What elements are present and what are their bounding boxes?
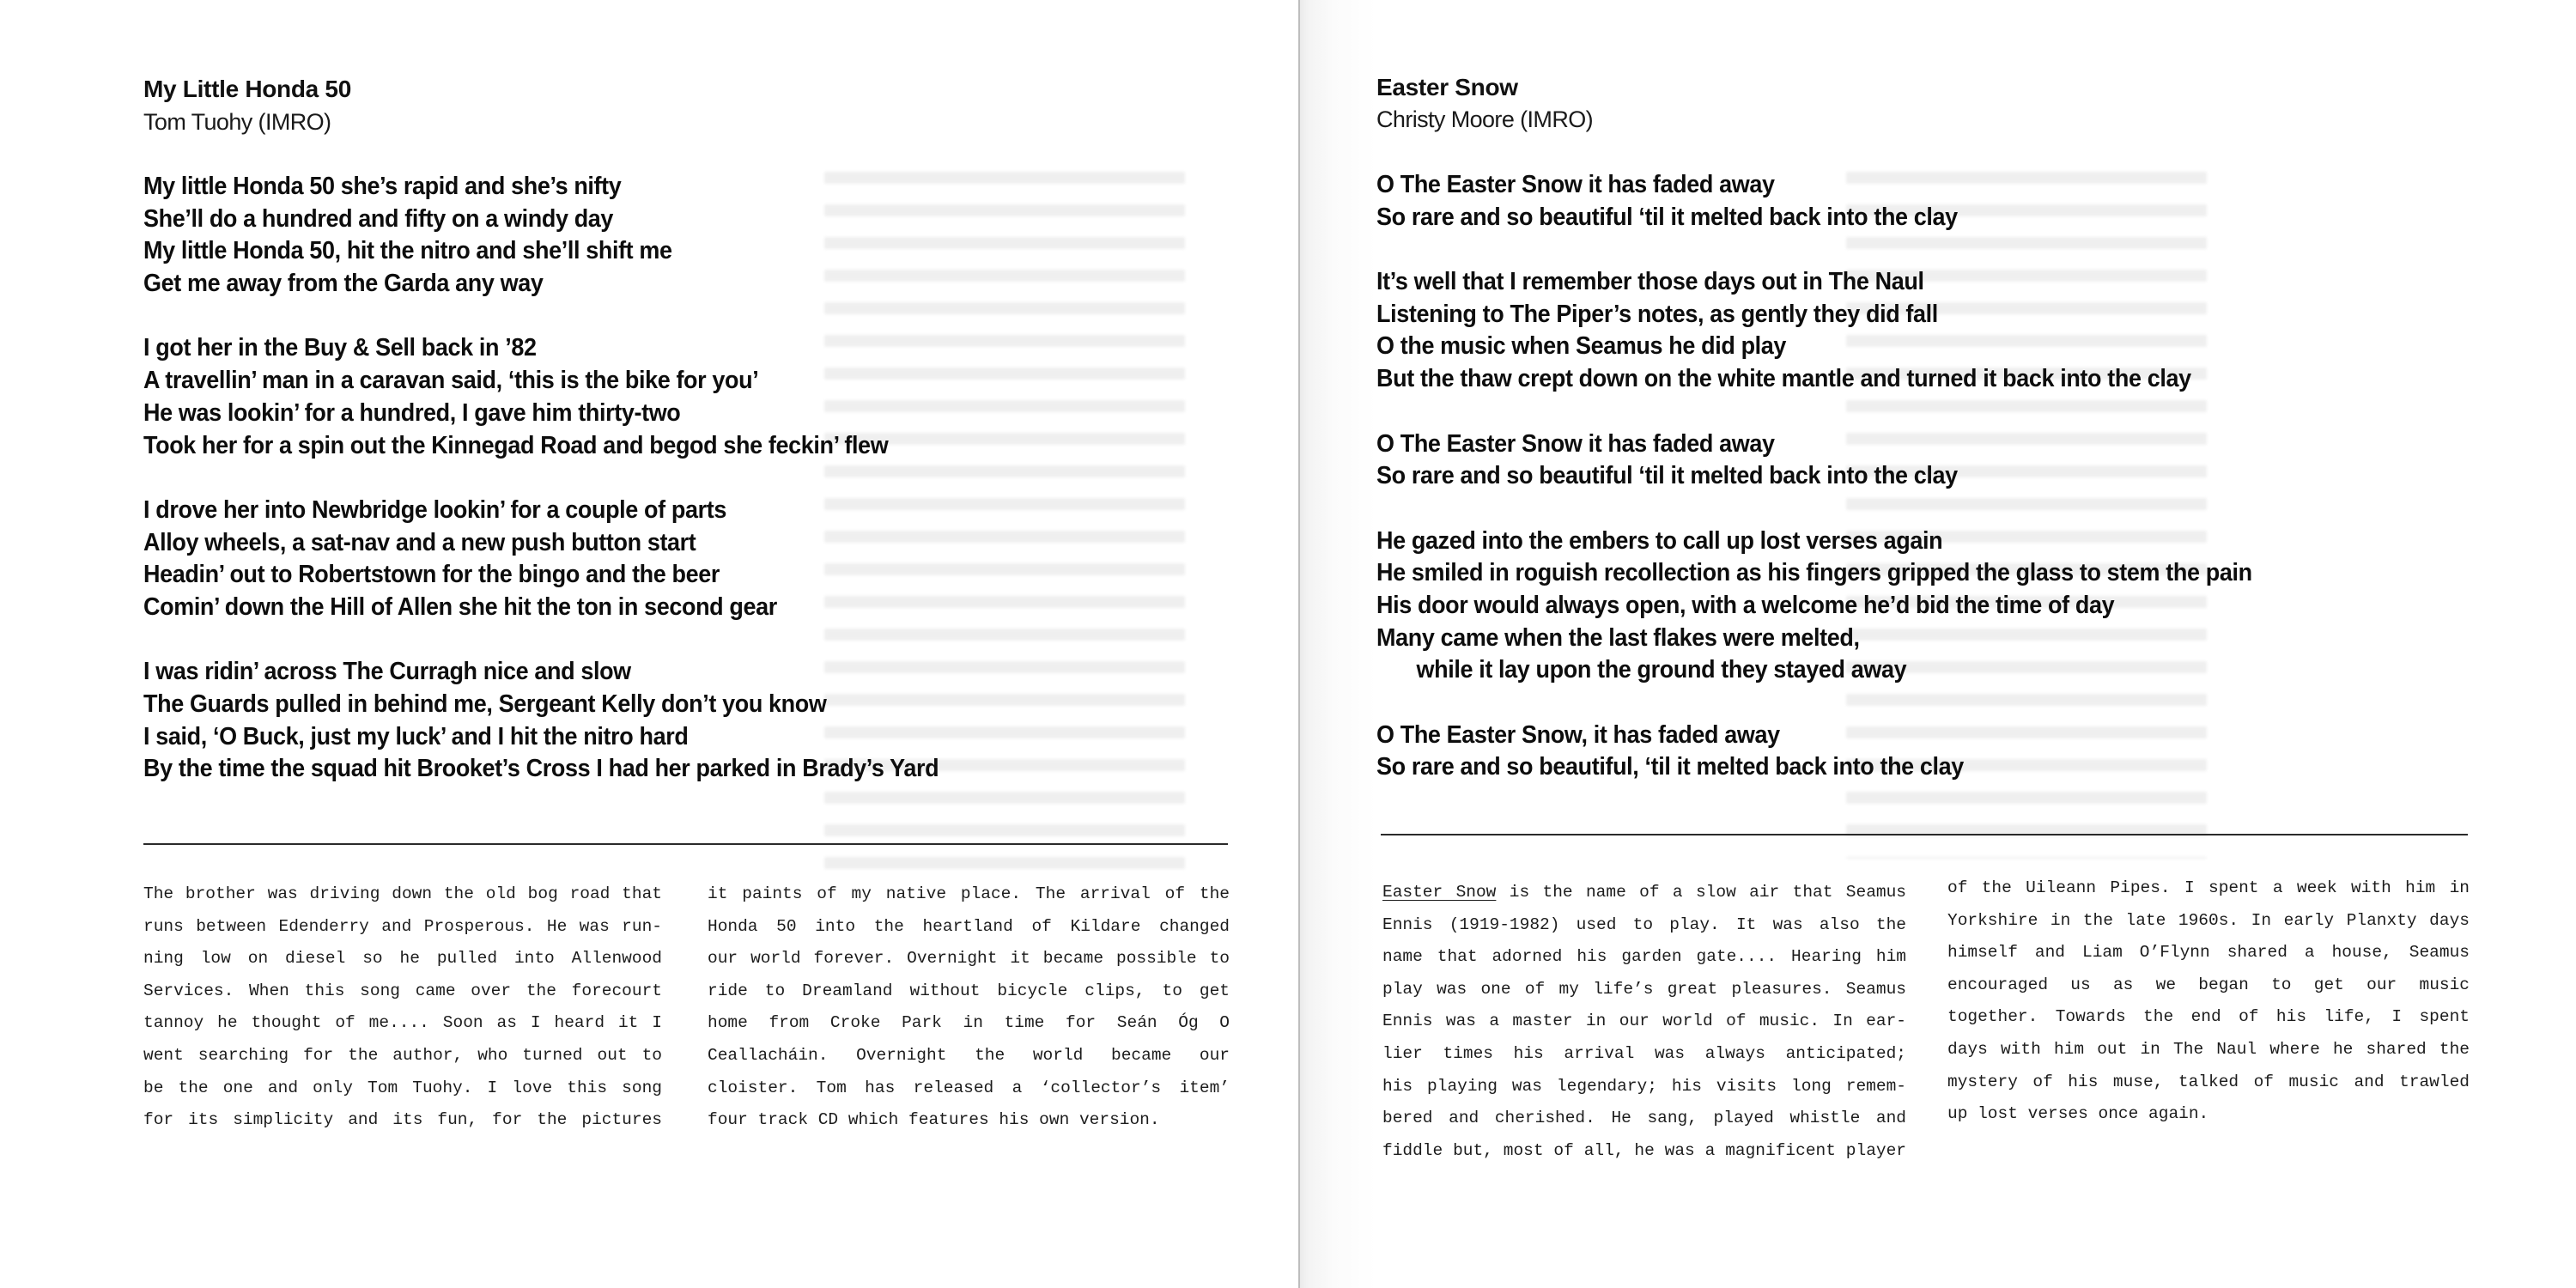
stanza (143, 332, 939, 462)
note-line: bered and cherished. He sang, played whistle and (1382, 1109, 1906, 1128)
note-line: encouraged us as we began to get our music (1947, 975, 2470, 994)
note-line: be the one and only Tom Tuohy. I love this song (143, 1078, 662, 1097)
lyric-line: Get me away from the Garda any way (143, 270, 544, 298)
song-title: Easter Snow (1376, 74, 1518, 100)
lyric-line: It’s well that I remember those days out in The Naul (1376, 268, 1924, 296)
lyric-line: My little Honda 50 she’s rapid and she’s nifty (143, 173, 622, 200)
section-divider (143, 843, 1228, 845)
lyric-line: Listening to The Piper’s notes, as gently they did fall (1376, 300, 1938, 328)
lyrics-right (1376, 169, 2252, 817)
note-line: mystery of his muse, talked of music and trawled (1947, 1072, 2470, 1091)
lyric-line: His door would always open, with a welcome he’d bid the time of day (1376, 591, 2115, 619)
note-line: Ennis (1919-1982) used to play. It was also the (1382, 914, 1906, 934)
liner-notes-right-col1 (1382, 877, 1906, 1167)
note-line: The brother was driving down the old bog road that (143, 884, 662, 903)
lyric-line: So rare and so beautiful ‘til it melted back into the clay (1376, 203, 1958, 231)
note-line: it paints of my native place. The arrival of the (708, 884, 1230, 903)
lyric-line: A travellin’ man in a caravan said, ‘this is the bike for you’ (143, 367, 759, 395)
note-line: Ennis was a master in our world of music. In ear- (1382, 1012, 1906, 1031)
song-title: My Little Honda 50 (143, 76, 351, 102)
note-line: home from Croke Park in time for Seán Óg O (708, 1013, 1230, 1033)
note-line: runs between Edenderry and Prosperous. He was run- (143, 916, 662, 936)
lyric-line: I got her in the Buy & Sell back in ’82 (143, 334, 537, 362)
note-line: went searching for the author, who turned out to (143, 1045, 662, 1065)
lyric-line: Alloy wheels, a sat-nav and a new push button start (143, 528, 696, 556)
lyric-line: So rare and so beautiful ‘til it melted back into the clay (1376, 462, 1958, 490)
liner-notes-left-col1 (143, 878, 662, 1137)
lyric-line: I was ridin’ across The Curragh nice and slow (143, 658, 631, 686)
lyric-line: Many came when the last flakes were melted, (1376, 623, 1860, 652)
song-credit: Christy Moore (IMRO) (1376, 106, 1594, 132)
note-line: days with him out in The Naul where he shared the (1947, 1039, 2470, 1059)
note-line: Yorkshire in the late 1960s. In early Planxty days (1947, 910, 2470, 930)
note-line: four track CD which features his own version. (708, 1110, 1160, 1130)
note-line: for its simplicity and its fun, for the pictures (143, 1110, 662, 1130)
song-credit: Tom Tuohy (IMRO) (143, 109, 331, 135)
note-line: Services. When this song came over the forecourt (143, 981, 662, 1000)
page-fold (1298, 0, 1300, 1288)
lyric-line: The Guards pulled in behind me, Sergeant Kelly don’t you know (143, 690, 827, 718)
lyrics-left (143, 171, 939, 818)
lyric-line: But the thaw crept down on the white mantle and turned it back into the clay (1376, 365, 2191, 393)
lyric-line: O The Easter Snow it has faded away (1376, 429, 1775, 458)
note-line: of the Uileann Pipes. I spent a week with him in (1947, 878, 2470, 897)
stanza (1376, 526, 2252, 687)
stanza (143, 495, 939, 624)
stanza (143, 171, 939, 301)
stanza (1376, 266, 2252, 396)
lyric-line: Took her for a spin out the Kinnegad Road and begod she feckin’ flew (143, 431, 889, 459)
note-line: ning low on diesel so he pulled into Allenwood (143, 949, 662, 969)
lyric-line: Headin’ out to Robertstown for the bingo and the beer (143, 561, 720, 589)
lyric-line: So rare and so beautiful, ‘til it melted back into the clay (1376, 753, 1964, 781)
note-line: up lost verses once again. (1947, 1104, 2209, 1124)
note-line: fiddle but, most of all, he was a magnificent player (1382, 1140, 1906, 1160)
note-line: together. Towards the end of his life, I spent (1947, 1007, 2470, 1027)
lyric-line: O The Easter Snow it has faded away (1376, 171, 1775, 198)
lyric-line: She’ll do a hundred and fifty on a windy day (143, 204, 614, 233)
note-line: play was one of my life’s great pleasures. Seamus (1382, 979, 1906, 999)
stanza (1376, 720, 2252, 784)
lyric-line: O The Easter Snow, it has faded away (1376, 720, 1780, 749)
stanza (143, 656, 939, 786)
liner-notes-right-col2 (1947, 872, 2470, 1131)
lyric-line: while it lay upon the ground they stayed away (1416, 656, 1907, 684)
stanza (1376, 169, 2252, 234)
note-line: name that adorned his garden gate.... Hearing him (1382, 947, 1906, 967)
song-name-reference: Easter Snow (1382, 883, 1497, 902)
note-line: lier times his arrival was always anticipated; (1382, 1043, 1906, 1063)
lyric-line: He smiled in roguish recollection as his fingers gripped the glass to stem the pain (1376, 559, 2252, 587)
note-line: Honda 50 into the heartland of Kildare changed (708, 916, 1230, 936)
lyric-line: By the time the squad hit Brooket’s Cross I had her parked in Brady’s Yard (143, 755, 939, 783)
lyric-line: O the music when Seamus he did play (1376, 332, 1787, 361)
note-line: Ceallacháin. Overnight the world became our (708, 1045, 1230, 1065)
lyric-line: I drove her into Newbridge lookin’ for a couple of parts (143, 495, 726, 524)
liner-notes-left-col2 (708, 878, 1230, 1137)
section-divider (1381, 834, 2468, 835)
lyric-line: My little Honda 50, hit the nitro and she’ll shift me (143, 237, 672, 265)
note-line: ride to Dreamland without bicycle clips, to get (708, 981, 1230, 1000)
note-line: himself and Liam O’Flynn shared a house, Seamus (1947, 943, 2470, 963)
note-line: our world forever. Overnight it became possible to (708, 949, 1230, 969)
note-text: is the name of a slow air that Seamus (1496, 883, 1906, 902)
lyric-line: He was lookin’ for a hundred, I gave him thirty-two (143, 398, 681, 427)
stanza (1376, 428, 2252, 493)
lyric-line: He gazed into the embers to call up lost verses again (1376, 526, 1943, 555)
note-line (1382, 877, 1906, 909)
lyric-line: I said, ‘O Buck, just my luck’ and I hit the nitro hard (143, 722, 689, 750)
note-line: tannoy he thought of me.... Soon as I heard it I (143, 1013, 662, 1033)
lyric-line: Comin’ down the Hill of Allen she hit the ton in second gear (143, 592, 777, 621)
note-line: his playing was legendary; his visits long remem- (1382, 1076, 1906, 1096)
note-line: cloister. Tom has released a ‘collector’s item’ (708, 1078, 1230, 1097)
